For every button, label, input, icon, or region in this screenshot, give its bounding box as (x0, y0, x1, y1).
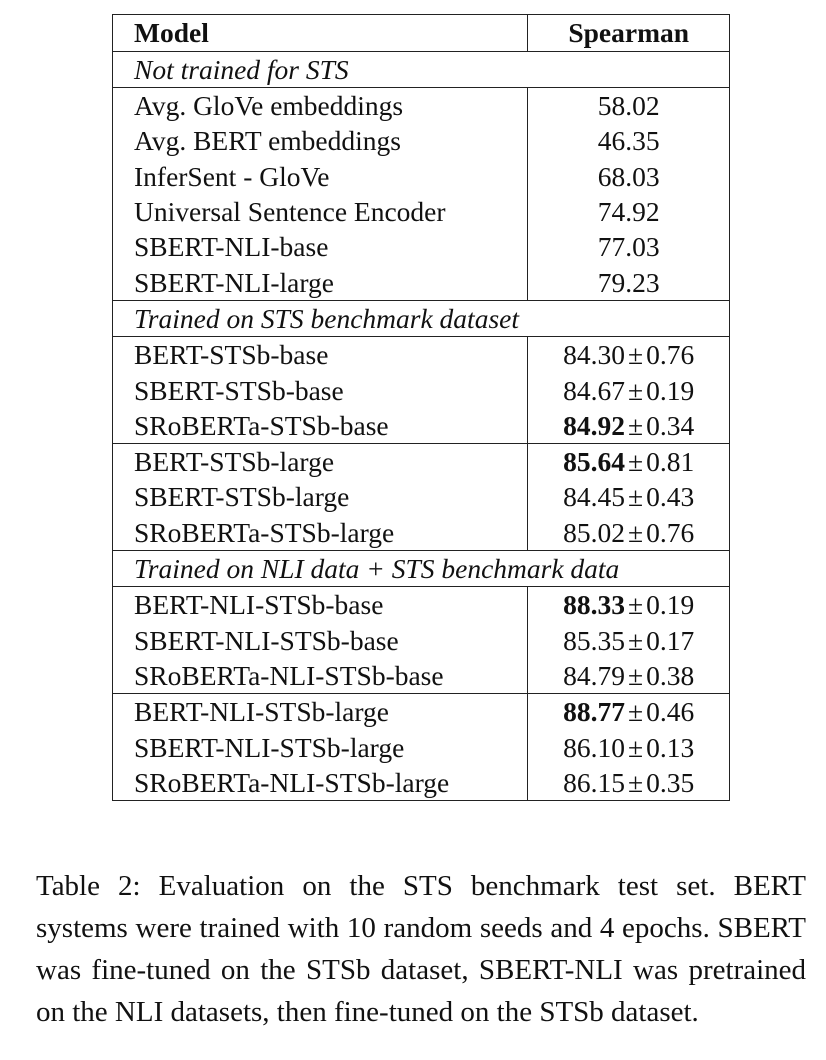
spearman-value: 58.02 (597, 90, 660, 122)
model-name-cell: SRoBERTa-NLI-STSb-large (113, 765, 528, 801)
model-name-cell: SRoBERTa-STSb-large (113, 515, 528, 551)
spearman-value: 74.92 (597, 196, 660, 228)
spearman-value: 85.35 (563, 624, 625, 656)
std-dev-value: 0.13 (646, 731, 695, 763)
plus-minus-symbol: ± (628, 481, 644, 513)
std-dev-value: 0.81 (646, 446, 695, 478)
model-name-cell: BERT-NLI-STSb-large (113, 694, 528, 730)
table-row (113, 408, 730, 444)
table-row (113, 373, 730, 408)
plus-minus-symbol: ± (628, 624, 644, 656)
section-header (113, 52, 730, 88)
model-name-cell: BERT-STSb-base (113, 337, 528, 373)
table-row (113, 337, 730, 373)
plus-minus-symbol: ± (628, 696, 644, 728)
plus-minus-symbol: ± (628, 409, 644, 441)
spearman-cell (528, 444, 730, 480)
model-name-cell: SBERT-NLI-base (113, 229, 528, 264)
std-dev-value: 0.76 (646, 339, 695, 371)
model-name-cell: InferSent - GloVe (113, 159, 528, 194)
header-spearman: Spearman (528, 15, 730, 52)
spearman-cell (528, 159, 730, 194)
spearman-cell (528, 658, 730, 694)
spearman-value: 86.10 (563, 731, 625, 763)
spearman-value: 84.67 (563, 374, 625, 406)
spearman-value: 79.23 (597, 266, 660, 298)
model-name-cell: Universal Sentence Encoder (113, 194, 528, 229)
model-name-cell: BERT-STSb-large (113, 444, 528, 480)
section-title: Trained on NLI data + STS benchmark data (113, 551, 730, 587)
spearman-value: 85.02 (563, 516, 625, 548)
model-name-cell: Avg. BERT embeddings (113, 124, 528, 159)
plus-minus-symbol: ± (628, 374, 644, 406)
plus-minus-symbol: ± (628, 589, 644, 621)
spearman-value: 77.03 (597, 231, 660, 263)
section-title: Trained on STS benchmark dataset (113, 301, 730, 337)
model-name-cell: SBERT-STSb-base (113, 373, 528, 408)
spearman-cell (528, 587, 730, 623)
spearman-cell (528, 265, 730, 301)
spearman-value: 46.35 (597, 125, 660, 157)
std-dev-value: 0.46 (646, 696, 695, 728)
spearman-cell (528, 515, 730, 551)
std-dev-value: 0.43 (646, 481, 695, 513)
table-row (113, 444, 730, 480)
spearman-cell (528, 229, 730, 264)
model-name-cell: SRoBERTa-NLI-STSb-base (113, 658, 528, 694)
spearman-cell (528, 765, 730, 801)
section-title: Not trained for STS (113, 52, 730, 88)
table-row (113, 480, 730, 515)
section-header (113, 551, 730, 587)
std-dev-value: 0.19 (646, 374, 695, 406)
table-body (113, 52, 730, 801)
header-row (113, 15, 730, 52)
spearman-value: 88.33 (563, 589, 625, 621)
table-row (113, 265, 730, 301)
plus-minus-symbol: ± (628, 766, 644, 798)
plus-minus-symbol: ± (628, 731, 644, 763)
model-name-cell: SBERT-NLI-STSb-large (113, 730, 528, 765)
model-name-cell: BERT-NLI-STSb-base (113, 587, 528, 623)
std-dev-value: 0.76 (646, 516, 695, 548)
table-row (113, 765, 730, 801)
spearman-cell (528, 373, 730, 408)
spearman-cell (528, 194, 730, 229)
spearman-value: 88.77 (563, 696, 625, 728)
table-row (113, 658, 730, 694)
std-dev-value: 0.35 (646, 766, 695, 798)
model-name-cell: SBERT-NLI-STSb-base (113, 623, 528, 658)
model-name-cell: SBERT-STSb-large (113, 480, 528, 515)
model-name-cell: SRoBERTa-STSb-base (113, 408, 528, 444)
spearman-value: 84.30 (563, 339, 625, 371)
table-row (113, 159, 730, 194)
table-row (113, 124, 730, 159)
spearman-cell (528, 730, 730, 765)
table-row (113, 194, 730, 229)
plus-minus-symbol: ± (628, 516, 644, 548)
spearman-cell (528, 623, 730, 658)
table-row (113, 694, 730, 730)
spearman-value: 68.03 (597, 160, 660, 192)
model-name-cell: Avg. GloVe embeddings (113, 88, 528, 124)
section-header (113, 301, 730, 337)
header-model: Model (113, 15, 528, 52)
spearman-cell (528, 480, 730, 515)
spearman-cell (528, 124, 730, 159)
table-row (113, 229, 730, 264)
spearman-value: 85.64 (563, 446, 625, 478)
results-table (112, 14, 730, 801)
spearman-cell (528, 408, 730, 444)
spearman-cell (528, 88, 730, 124)
table-row (113, 515, 730, 551)
table-row (113, 730, 730, 765)
model-name-cell: SBERT-NLI-large (113, 265, 528, 301)
table-row (113, 587, 730, 623)
spearman-cell (528, 337, 730, 373)
table-caption: Table 2: Evaluation on the STS benchmark test set. BERT systems were trained with 10 random seeds and 4 epochs. SBERT was fine-tuned on the STSb dataset, SBERT-NLI was pretrained on the NLI datasets, then fine-tuned on the STSb dataset. (36, 870, 806, 1028)
plus-minus-symbol: ± (628, 659, 644, 691)
plus-minus-symbol: ± (628, 339, 644, 371)
table-row (113, 88, 730, 124)
std-dev-value: 0.19 (646, 589, 695, 621)
spearman-value: 84.45 (563, 481, 625, 513)
spearman-cell (528, 694, 730, 730)
spearman-value: 84.79 (563, 659, 625, 691)
table-row (113, 623, 730, 658)
plus-minus-symbol: ± (628, 446, 644, 478)
spearman-value: 84.92 (563, 409, 625, 441)
std-dev-value: 0.34 (646, 409, 695, 441)
spearman-value: 86.15 (563, 766, 625, 798)
std-dev-value: 0.38 (646, 659, 695, 691)
std-dev-value: 0.17 (646, 624, 695, 656)
